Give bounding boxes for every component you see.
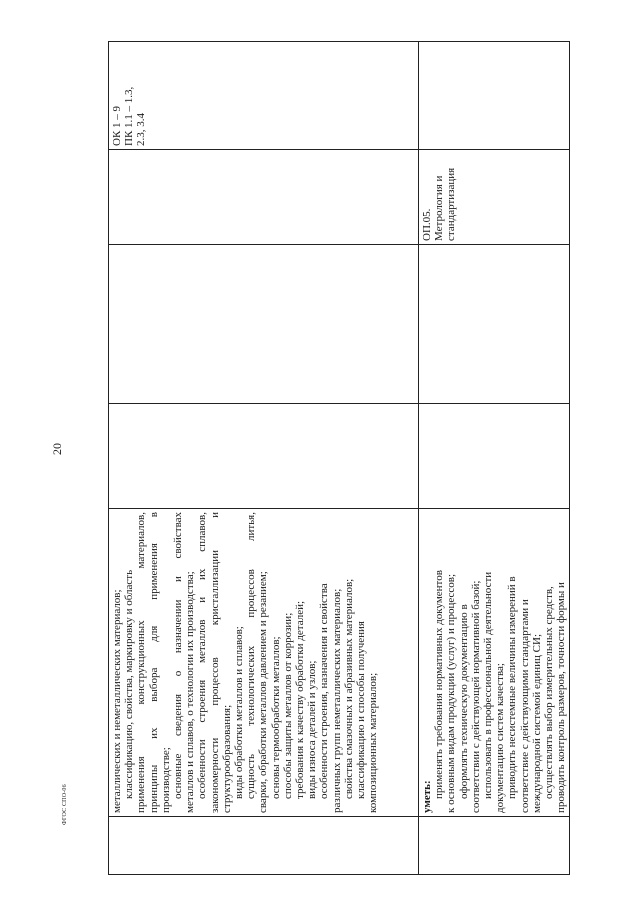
- table-cell-skills-list: [419, 509, 570, 817]
- list-item: классификацию и способы получения: [355, 621, 368, 799]
- table-row-metrology: [419, 42, 570, 875]
- list-item: композиционных материалов;: [367, 672, 380, 813]
- table-cell-total-empty: [419, 245, 570, 404]
- list-item: соответствие с действующими стандартами и: [518, 599, 531, 813]
- list-item: виды износа деталей и узлов;: [306, 660, 319, 799]
- list-item: осуществлять выбор измерительных средств,: [543, 586, 556, 799]
- list-item: производстве;: [159, 747, 172, 813]
- list-item: классификацию, свойства, маркировку и область: [123, 569, 136, 799]
- list-item: металлических и неметаллических материалов;: [111, 589, 123, 813]
- table-cell-course-empty: [109, 150, 419, 245]
- skills-heading: уметь:: [421, 780, 433, 813]
- list-item: применять требования нормативных документов: [433, 570, 446, 799]
- competence-codes: [109, 42, 150, 149]
- list-item: сущность технологических процессов литья,: [245, 512, 258, 799]
- knowledge-list: [109, 509, 381, 816]
- list-item: закономерности процессов кристаллизации и: [208, 512, 221, 813]
- list-item: способы защиты металлов от коррозии;: [281, 612, 294, 799]
- table-cell-hours-empty: [419, 404, 570, 509]
- list-item: оформлять техническую документацию в: [457, 604, 470, 799]
- course-title: ОП.05. Метрология и стандартизация: [421, 167, 458, 241]
- list-item: различных групп неметаллических материалов;: [330, 588, 343, 813]
- list-item: структурообразования;: [220, 704, 233, 813]
- list-item: сварки, обработки металлов давлением и резанием;: [257, 571, 270, 813]
- table-cell-codes-bottom-empty: [419, 42, 570, 150]
- list-item: приводить несистемные величины измерений в: [506, 576, 519, 799]
- list-item: проводить контроль размеров, точности формы и: [555, 582, 568, 813]
- list-item: применения конструкционных материалов,: [135, 512, 148, 813]
- table-cell-knowledge-list: [109, 509, 419, 817]
- list-item: требования к качеству обработки деталей;: [294, 600, 307, 799]
- list-item: основы термообработки металлов;: [269, 636, 282, 799]
- document-footer-mark: ФГОС СПО-06: [62, 784, 68, 825]
- list-item: документацию систем качества;: [494, 663, 507, 813]
- standard-table: [108, 41, 570, 875]
- table-row-previous-discipline: [109, 42, 419, 875]
- list-item: к основным видам продукции (услуг) и процессов;: [445, 573, 458, 813]
- competence-code-line: 2.3, 3.4: [135, 113, 148, 146]
- list-item: соответствии с действующей нормативной базой;: [469, 580, 482, 813]
- list-item: металлов и сплавов, о технологии их производства;: [184, 571, 197, 813]
- list-item: свойства смазочных и абразивных материалов;: [342, 578, 355, 799]
- table-cell-index-empty: [419, 817, 570, 875]
- competence-code-line: ПК 1.1 – 1.3,: [123, 86, 136, 146]
- list-item: использовать в профессиональной деятельности: [482, 571, 495, 799]
- table-cell-codes-top: [109, 42, 419, 150]
- competence-code-line: ОК 1 – 9: [111, 105, 123, 146]
- list-item: особенности строения, назначения и свойства: [318, 583, 331, 799]
- table-cell-total-empty: [109, 245, 419, 404]
- table-cell-hours-empty: [109, 404, 419, 509]
- skills-list: [419, 509, 569, 816]
- list-item: международной системой единиц СИ;: [530, 633, 543, 813]
- table-cell-course-title: [419, 150, 570, 245]
- page-number: 20: [50, 443, 64, 455]
- list-item: основные сведения о назначении и свойствах: [172, 512, 185, 799]
- list-item: принципы их выбора для применения в: [147, 512, 160, 813]
- list-item: особенности строения металлов и их сплавов,: [196, 512, 209, 799]
- table-cell-index-empty: [109, 817, 419, 875]
- rotated-table-sheet: [108, 42, 568, 875]
- list-item: виды обработки металлов и сплавов;: [233, 626, 246, 799]
